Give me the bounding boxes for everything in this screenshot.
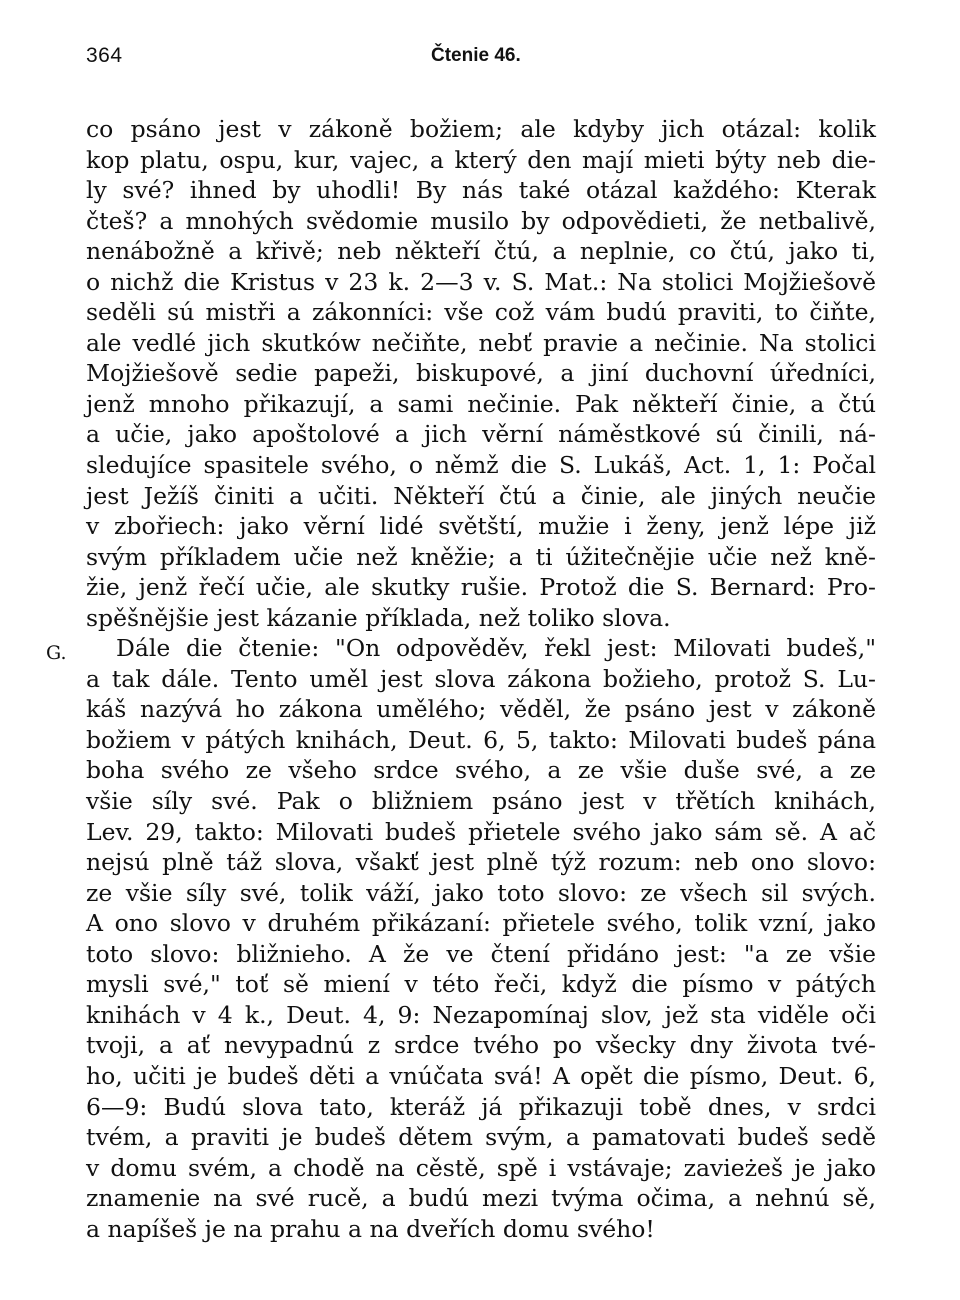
text-line: 6—9: Budú slova tato, kteráž já přikazuji tobě dnes, v srdci [86, 1092, 876, 1121]
text-line: v domu svém, a chodě na cěstě, spě i vstávaje; zavieżeš je jako [86, 1153, 876, 1182]
text-line: a tak dále. Tento uměl jest slova zákona božieho, protož S. Lu- [86, 664, 876, 693]
text-line: čteš? a mnohých svědomie musilo by odpovědieti, že netbalivě, [86, 206, 876, 235]
text-line: tvém, a praviti je budeš dětem svým, a pamatovati budeš sedě [86, 1123, 876, 1152]
text-line: sledujíce spasitele svého, o němž die S. Lukáš, Act. 1, 1: Počal [86, 451, 876, 480]
text-line: seděli sú mistři a zákonníci: vše což vám budú praviti, to čiňte, [86, 298, 876, 327]
text-line: nenábožně a křivě; neb někteří čtú, a neplnie, co čtú, jako ti, [86, 237, 876, 266]
text-line: božiem v pátých knihách, Deut. 6, 5, takto: Milovati budeš pána [86, 725, 876, 754]
text-line: ho, učiti je budeš děti a vnúčata svá! A opět die písmo, Deut. 6, [86, 1061, 876, 1090]
text-line: spěšnějšie jest kázanie příklada, než toliko slova. [86, 603, 671, 632]
text-line: boha svého ze všeho srdce svého, a ze všie duše své, a ze [86, 756, 876, 785]
text-line: Dále die čtenie: "On odpověděv, řekl jest: Milovati budeš," [116, 634, 876, 663]
text-line: ze všie síly své, tolik váží, jako toto slovo: ze všech sil svých. [86, 878, 876, 907]
text-line: a učie, jako apoštolové a jich věrní náměstkové sú činili, ná- [86, 420, 876, 449]
text-line: toto slovo: bližnieho. A že ve čtení přidáno jest: "a ze všie [86, 939, 876, 968]
text-line: a napíšeš je na prahu a na dveřích domu svého! [86, 1214, 655, 1243]
text-line: co psáno jest v zákoně božiem; ale kdyby jich otázal: kolik [86, 115, 876, 143]
text-line: v zbořiech: jako věrní lidé světští, mužie i ženy, jenž lépe již [86, 512, 876, 541]
text-line: A ono slovo v druhém přikázaní: přietele svého, tolik vzní, jako [86, 909, 876, 938]
page-header [86, 44, 876, 74]
text-line: žie, jenž řečí učie, ale skutky rušie. Protož die S. Bernard: Pro- [86, 573, 876, 602]
text-line: Mojžiešově sedie papeži, biskupové, a jiní duchovní úředníci, [86, 359, 876, 388]
text-line: svým příkladem učie než kněžie; a ti úžitečnějie učie než kně- [86, 542, 876, 571]
text-line: tvoji, a ať nevypadnú z srdce tvého po všecky dny života tvé- [86, 1031, 876, 1060]
text-line: nejsú plně táž slova, všakť jest plně týž rozum: neb ono slovo: [86, 848, 876, 877]
text-line: ale vedlé jich skutków nečiňte, nebť pravie a nečinie. Na stolici [86, 328, 876, 357]
text-line: kop platu, ospu, kur, vajec, a který den mají mieti býty neb die- [86, 145, 876, 174]
page-number: 364 [86, 44, 123, 67]
text-line: káš nazývá ho zákona umělého; věděl, že psáno jest v zákoně [86, 695, 876, 724]
margin-marker: G. [46, 642, 67, 664]
text-line: mysli své," toť sě miení v této řeči, když die písmo v pátých [86, 970, 876, 999]
running-head: Čtenie 46. [431, 45, 521, 66]
body-text [86, 114, 876, 1244]
text-line: znamenie na své rucě, a budú mezi tvýma očima, a nehnú sě, [86, 1184, 876, 1213]
text-line: Lev. 29, takto: Milovati budeš přietele svého jako sám sě. A ač [86, 817, 876, 846]
text-line: jest Ježíš činiti a učiti. Někteří čtú a činie, ale jiných neučie [86, 481, 876, 510]
text-line: všie síly své. Pak o bližniem psáno jest v třětích knihách, [86, 787, 876, 816]
text-line: ly své? ihned by uhodli! By nás také otázal každého: Kterak [86, 176, 876, 205]
text-line: o nichž die Kristus v 23 k. 2—3 v. S. Mat.: Na stolici Mojžiešově [86, 267, 876, 296]
text-line: jenž mnoho přikazují, a sami nečinie. Pak někteří činie, a čtú [86, 389, 876, 418]
text-line: knihách v 4 k., Deut. 4, 9: Nezapomínaj slov, jež sta viděle oči [86, 1000, 876, 1029]
